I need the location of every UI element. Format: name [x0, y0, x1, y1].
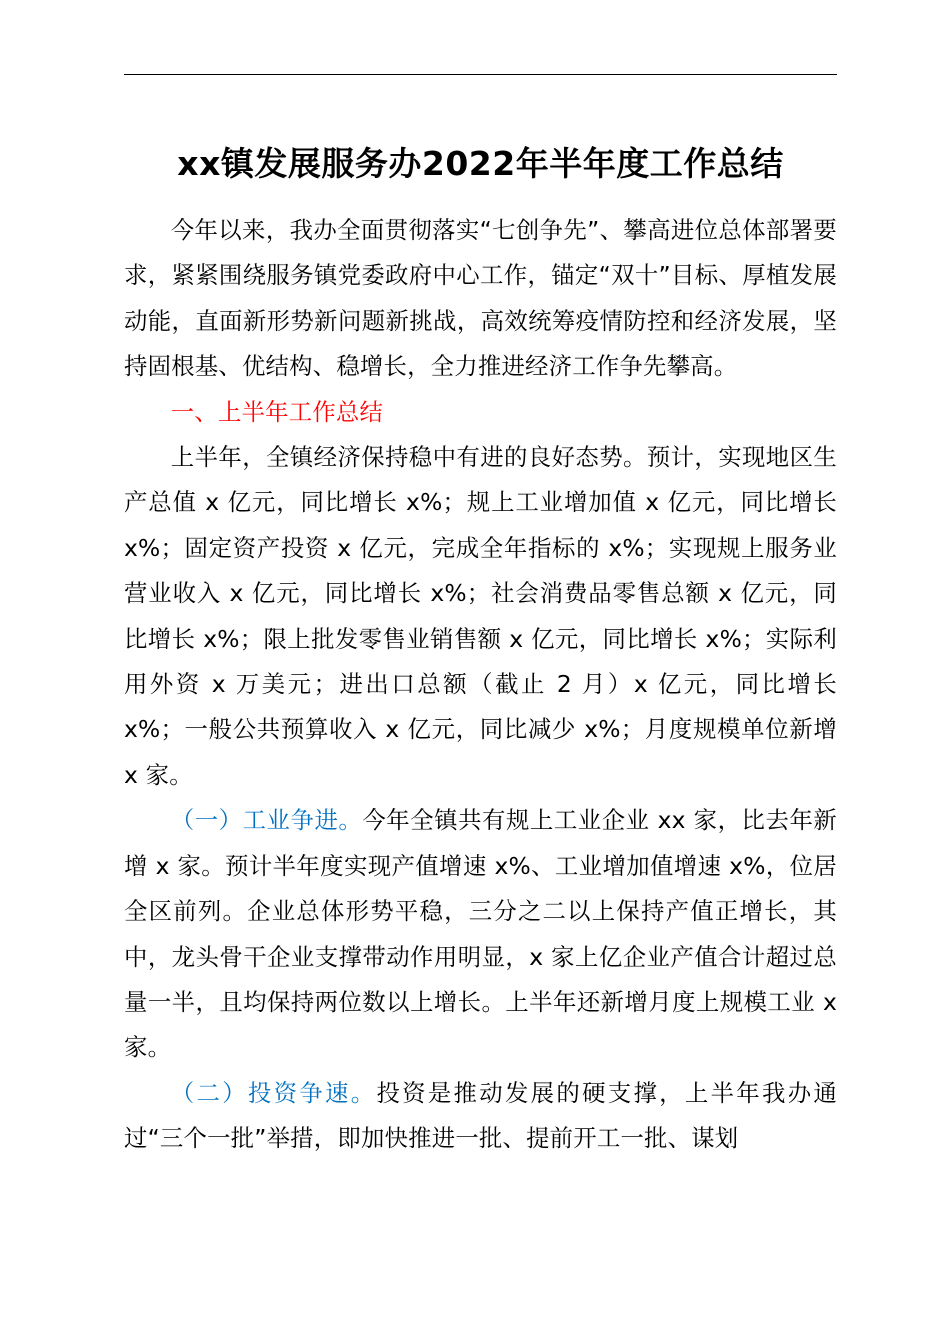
subsection-heading-industry: （一）工业争进。 [170, 806, 363, 835]
document-title: xx镇发展服务办2022年半年度工作总结 [177, 144, 784, 183]
section-heading-first-half-summary: 一、上半年工作总结 [170, 397, 384, 426]
subsection-heading-investment: （二）投资争速。 [170, 1078, 377, 1107]
investment-body-text: 投资是推动发展的硬支撑，上半年我办通过“三个一批”举措，即加快推进一批、提前开工一批、谋划 [124, 1078, 837, 1153]
industry-body-text: 今年全镇共有规上工业企业 xx 家，比去年新增 x 家。预计半年度实现产值增速 x%、工业增加值增速 x%，位居全区前列。企业总体形势平稳，三分之二以上保持产值正增长，其中，龙头骨干企业支撑带动作用明显，x 家上亿企业产值合计超过总量一半，且均保持两位数以上增长。上半年还新增月度上规模工业 x 家。 [124, 806, 837, 1062]
investment-paragraph [124, 1071, 837, 1162]
industry-paragraph [124, 798, 837, 1070]
summary-paragraph: 上半年，全镇经济保持稳中有进的良好态势。预计，实现地区生产总值 x 亿元，同比增长 x%；规上工业增加值 x 亿元，同比增长 x%；固定资产投资 x 亿元，完成全年指标的 x%；实现规上服务业营业收入 x 亿元，同比增长 x%；社会消费品零售总额 x 亿元，同比增长 x%；限上批发零售业销售额 x 亿元，同比增长 x%；实际利用外资 x 万美元；进出口总额（截止 2 月）x 亿元，同比增长 x%；一般公共预算收入 x 亿元，同比减少 x%；月度规模单位新增 x 家。 [124, 443, 837, 789]
intro-paragraph: 今年以来，我办全面贯彻落实“七创争先”、攀高进位总体部署要求，紧紧围绕服务镇党委政府中心工作，锚定“双十”目标、厚植发展动能，直面新形势新问题新挑战，高效统筹疫情防控和经济发展，坚持固根基、优结构、稳增长，全力推进经济工作争先攀高。 [124, 216, 837, 381]
document-body [124, 208, 837, 1162]
header-rule [124, 74, 837, 75]
